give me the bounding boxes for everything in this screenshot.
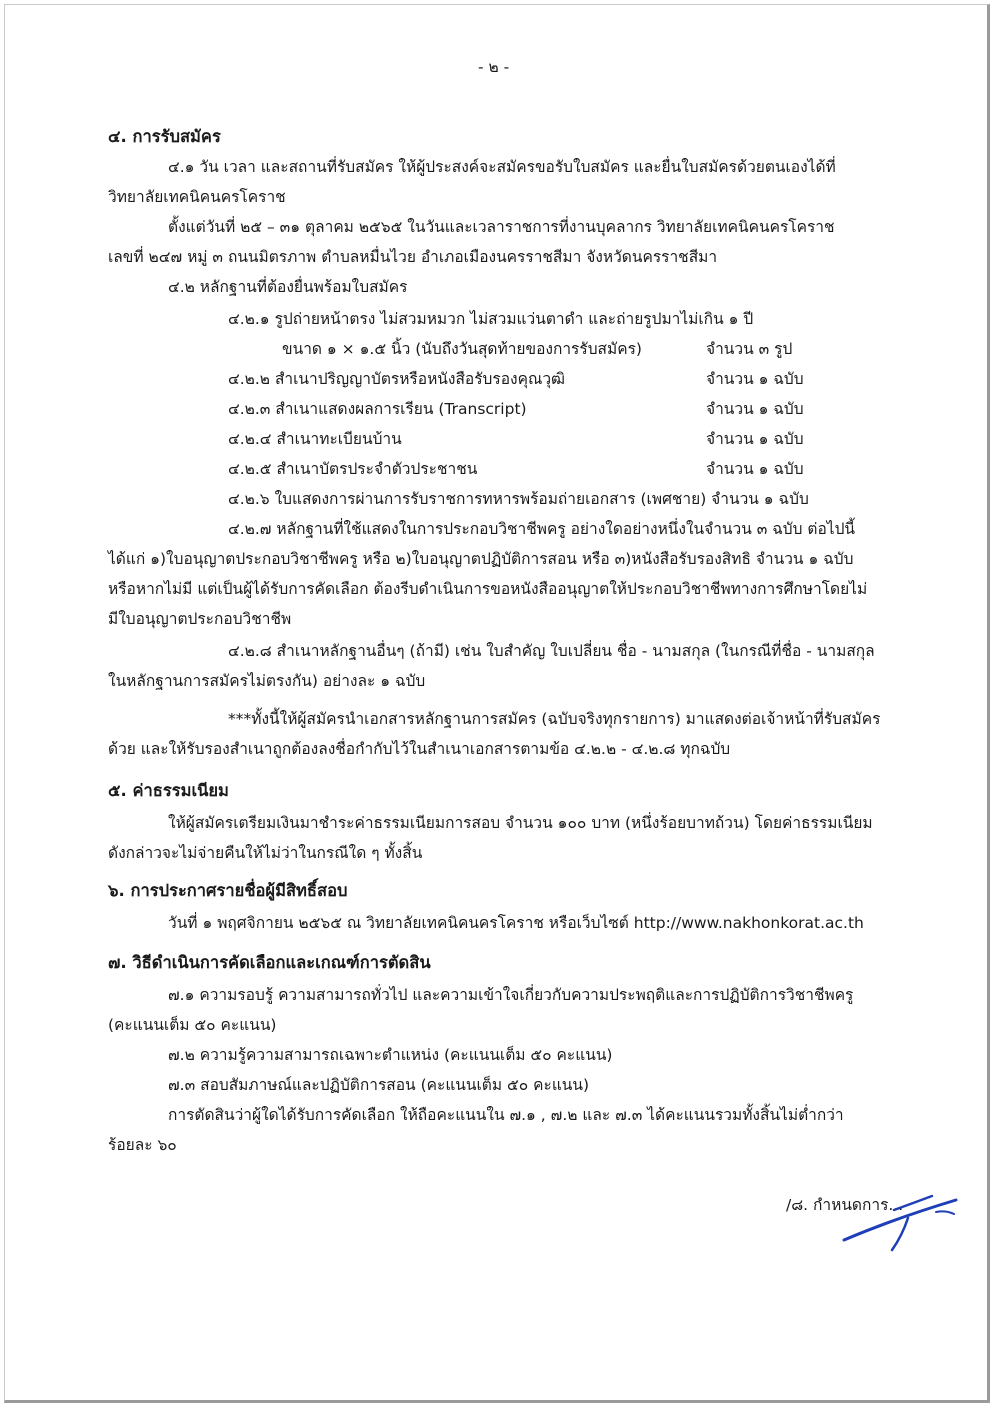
- list-item: หรือหากไม่มี แต่เป็นผู้ได้รับการคัดเลือก ต้องรีบดำเนินการขอหนังสืออนุญาตให้ประกอบวิชาชีพทางการศึกษาโดยไม่: [108, 580, 868, 598]
- quantity: จำนวน ๑ ฉบับ: [706, 370, 804, 388]
- list-item: ๔.๒.๑ รูปถ่ายหน้าตรง ไม่สวมหมวก ไม่สวมแว่นตาดำ และถ่ายรูปมาไม่เกิน ๑ ปี: [228, 310, 754, 328]
- signature-icon: [836, 1188, 966, 1258]
- quantity: จำนวน ๑ ฉบับ: [706, 400, 804, 418]
- page-number: - ๒ -: [478, 58, 510, 76]
- list-item: ๔.๒.๔ สำเนาทะเบียนบ้าน: [228, 430, 402, 448]
- list-item: ในหลักฐานการสมัครไม่ตรงกัน) อย่างละ ๑ ฉบับ: [108, 672, 426, 690]
- paragraph: ดังกล่าวจะไม่จ่ายคืนให้ไม่ว่าในกรณีใด ๆ ทั้งสิ้น: [108, 844, 423, 862]
- section-5-heading: ๕. ค่าธรรมเนียม: [108, 781, 229, 800]
- paragraph: ๗.๒ ความรู้ความสามารถเฉพาะตำแหน่ง (คะแนนเต็ม ๕๐ คะแนน): [168, 1046, 613, 1064]
- list-item: ๔.๒.๕ สำเนาบัตรประจำตัวประชาชน: [228, 460, 478, 478]
- paragraph: ร้อยละ ๖๐: [108, 1136, 177, 1154]
- list-item: ๔.๒.๗ หลักฐานที่ใช้แสดงในการประกอบวิชาชีพครู อย่างใดอย่างหนึ่งในจำนวน ๓ ฉบับ ต่อไปนี้: [228, 520, 856, 538]
- paragraph: เลขที่ ๒๔๗ หมู่ ๓ ถนนมิตรภาพ ตำบลหมื่นไวย อำเภอเมืองนครราชสีมา จังหวัดนครราชสีมา: [108, 248, 718, 266]
- paragraph: การตัดสินว่าผู้ใดได้รับการคัดเลือก ให้ถือคะแนนใน ๗.๑ , ๗.๒ และ ๗.๓ ได้คะแนนรวมทั้งสิ้นไม่ต่ำกว่า: [168, 1106, 844, 1124]
- note: ด้วย และให้รับรองสำเนาถูกต้องลงชื่อกำกับไว้ในสำเนาเอกสารตามข้อ ๔.๒.๒ - ๔.๒.๘ ทุกฉบับ: [108, 740, 731, 758]
- paragraph: วิทยาลัยเทคนิคนครโคราช: [108, 188, 286, 206]
- paragraph: ๗.๑ ความรอบรู้ ความสามารถทั่วไป และความเข้าใจเกี่ยวกับความประพฤติและการปฏิบัติการวิชาชีพครู: [168, 986, 854, 1004]
- list-item: ๔.๒.๘ สำเนาหลักฐานอื่นๆ (ถ้ามี) เช่น ใบสำคัญ ใบเปลี่ยน ชื่อ - นามสกุล (ในกรณีที่ชื่อ - นามสกุล: [228, 642, 875, 660]
- section-6-heading: ๖. การประกาศรายชื่อผู้มีสิทธิ์สอบ: [108, 881, 348, 900]
- list-item: ๔.๒.๓ สำเนาแสดงผลการเรียน (Transcript): [228, 400, 527, 418]
- paragraph: ๗.๓ สอบสัมภาษณ์และปฏิบัติการสอน (คะแนนเต็ม ๕๐ คะแนน): [168, 1076, 590, 1094]
- list-item: ขนาด ๑ × ๑.๕ นิ้ว (นับถึงวันสุดท้ายของการรับสมัคร): [282, 340, 642, 358]
- paragraph: ตั้งแต่วันที่ ๒๕ – ๓๑ ตุลาคม ๒๕๖๕ ในวันและเวลาราชการที่งานบุคลากร วิทยาลัยเทคนิคนครโคราช: [168, 218, 835, 236]
- quantity: จำนวน ๑ ฉบับ: [706, 460, 804, 478]
- quantity: จำนวน ๑ ฉบับ: [706, 430, 804, 448]
- paragraph: (คะแนนเต็ม ๕๐ คะแนน): [108, 1016, 277, 1034]
- list-item: ๔.๒.๖ ใบแสดงการผ่านการรับราชการทหารพร้อมถ่ายเอกสาร (เพศชาย) จำนวน ๑ ฉบับ: [228, 490, 809, 508]
- paragraph: ๔.๒ หลักฐานที่ต้องยื่นพร้อมใบสมัคร: [168, 278, 408, 296]
- section-4-heading: ๔. การรับสมัคร: [108, 127, 221, 146]
- quantity: จำนวน ๓ รูป: [706, 340, 793, 358]
- paragraph: วันที่ ๑ พฤศจิกายน ๒๕๖๕ ณ วิทยาลัยเทคนิคนครโคราช หรือเว็บไซต์ http://www.nakhonkorat.ac.th: [168, 914, 864, 932]
- list-item: ๔.๒.๒ สำเนาปริญญาบัตรหรือหนังสือรับรองคุณวุฒิ: [228, 370, 566, 388]
- paragraph: ๔.๑ วัน เวลา และสถานที่รับสมัคร ให้ผู้ประสงค์จะสมัครขอรับใบสมัคร และยื่นใบสมัครด้วยตนเองได้ที่: [168, 158, 836, 176]
- list-item: ได้แก่ ๑)ใบอนุญาตประกอบวิชาชีพครู หรือ ๒)ใบอนุญาตปฏิบัติการสอน หรือ ๓)หนังสือรับรองสิทธิ จำนวน ๑ ฉบับ: [108, 550, 854, 568]
- paragraph: ให้ผู้สมัครเตรียมเงินมาชำระค่าธรรมเนียมการสอบ จำนวน ๑๐๐ บาท (หนึ่งร้อยบาทถ้วน) โดยค่าธรรมเนียม: [168, 814, 873, 832]
- list-item: มีใบอนุญาตประกอบวิชาชีพ: [108, 610, 292, 628]
- note: ***ทั้งนี้ให้ผู้สมัครนำเอกสารหลักฐานการสมัคร (ฉบับจริงทุกรายการ) มาแสดงต่อเจ้าหน้าที่รับสมัคร: [228, 710, 881, 728]
- section-7-heading: ๗. วิธีดำเนินการคัดเลือกและเกณฑ์การตัดสิน: [108, 953, 431, 972]
- continuation-note: /๘. กำหนดการ...: [786, 1196, 904, 1214]
